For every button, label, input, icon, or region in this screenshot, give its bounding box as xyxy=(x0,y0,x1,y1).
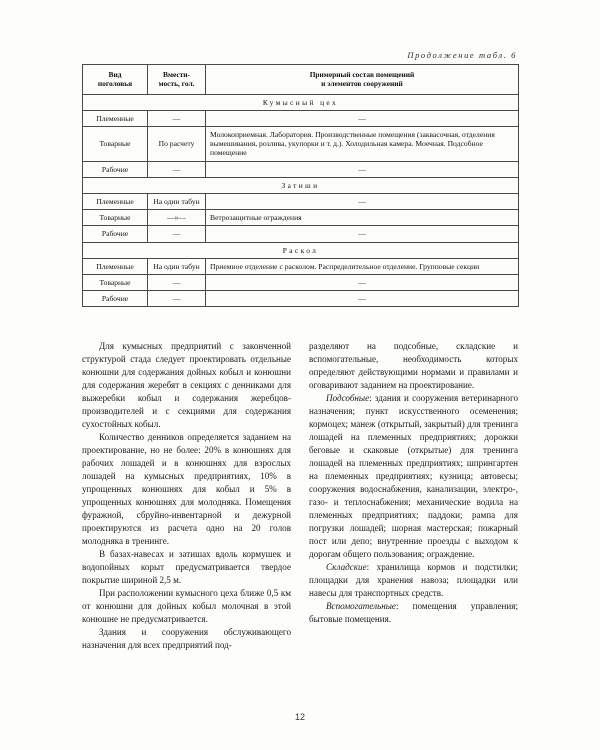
cell-composition: — xyxy=(206,193,519,209)
table-row xyxy=(83,274,519,290)
table-row xyxy=(83,291,519,307)
body-text xyxy=(82,340,518,695)
section-title: Раскол xyxy=(83,242,519,258)
cell-capacity: По расчету xyxy=(148,126,206,161)
paragraph-text: разделяют на подсобные, складские и вспомогательные, необходимость которых определяют действующими нормами и правилами и оговаривают заданием на проектирование. xyxy=(309,341,518,391)
specification-table xyxy=(82,64,519,307)
paragraph xyxy=(309,340,518,392)
paragraph: Здания и сооружения обслуживающего назначения для всех предприятий под- xyxy=(82,627,291,651)
table-container xyxy=(82,64,518,307)
paragraph: В базах-навесах и затишах вдоль кормушек и водопойных корыт предусматривается твердое покрытие шириной 2,5 м. xyxy=(82,549,291,586)
table-row xyxy=(83,258,519,274)
cell-composition: Приемное отделение с расколом. Распределительное отделение. Групповые секции xyxy=(206,258,519,274)
cell-composition: — xyxy=(206,291,519,307)
paragraph-text: : хранилища кормов и подстилки; площадки для хранения навоза; площадки или навесы для транспортных средств. xyxy=(309,562,518,599)
cell-livestock-type: Племенные xyxy=(83,258,148,274)
header-line-2: мость, гол. xyxy=(158,79,195,89)
header-line-1: Примерный состав помещений xyxy=(309,70,415,79)
running-head: Продолжение табл. 6 xyxy=(407,50,517,60)
cell-livestock-type: Рабочие xyxy=(83,226,148,242)
table-row xyxy=(83,226,519,242)
paragraph: Для кумысных предприятий с законченной структурой стада следует проектировать отдельные конюшни для содержания дойных кобыл и конюшни для содержания жеребят в секциях с денниками для выжеребки кобыл и содержания жеребцов-производителей и с секциями для содержания сухостойных кобыл. xyxy=(82,341,291,430)
table-row xyxy=(83,193,519,209)
cell-livestock-type: Товарные xyxy=(83,126,148,161)
cell-composition: Молокоприемная. Лаборатория. Производственные помещения (заквасочная, отделения вымешивания, розлива, укупорки и т. д.). Холодильная камера. Моечная. Подсобное помещение xyxy=(206,126,519,161)
paragraph-term: Подсобные xyxy=(326,393,370,404)
cell-capacity: — xyxy=(148,161,206,177)
table-row xyxy=(83,161,519,177)
cell-composition: Ветрозащитные ограждения xyxy=(206,210,519,226)
paragraph: При расположении кумысного цеха ближе 0,5 км от конюшни для дойных кобыл молочная в этой конюшне не предусматривается. xyxy=(82,588,291,625)
text-column-left xyxy=(82,340,291,652)
cell-capacity: — xyxy=(148,226,206,242)
cell-composition: — xyxy=(206,161,519,177)
header-line-1: Вид xyxy=(108,70,122,79)
column-header-composition xyxy=(206,65,519,95)
table-body xyxy=(83,94,519,307)
cell-composition: — xyxy=(206,274,519,290)
cell-capacity: —»— xyxy=(148,210,206,226)
cell-livestock-type: Племенные xyxy=(83,193,148,209)
paragraph: Количество денников определяется заданием на проектирование, но не более: 20% в конюшнях для рабочих лошадей и в конюшнях для взрослых лошадей на кумысных предприятиях, 10% в упрощенных конюшнях для кобыл и 5% в упрощенных конюшнях для молодняка. Помещения фуражной, сбруйно-инвентарной и дежурной проектируются из расчета одно на 20 голов молодняка в тренинге. xyxy=(82,432,291,547)
cell-composition: — xyxy=(206,110,519,126)
cell-capacity: — xyxy=(148,291,206,307)
header-line-1: Вмести- xyxy=(163,70,190,79)
header-line-2: поголовья xyxy=(97,79,133,89)
table-section-header-row xyxy=(83,177,519,193)
table-section-header-row xyxy=(83,242,519,258)
cell-capacity: На один табун xyxy=(148,258,206,274)
paragraph-term: Вспомогательные xyxy=(326,601,396,612)
cell-capacity: На один табун xyxy=(148,193,206,209)
cell-livestock-type: Рабочие xyxy=(83,291,148,307)
table-header-row xyxy=(83,65,519,95)
paragraph-text: : помещения управления; бытовые помещения. xyxy=(309,601,518,625)
cell-livestock-type: Рабочие xyxy=(83,161,148,177)
column-header-livestock-type xyxy=(83,65,148,95)
cell-livestock-type: Товарные xyxy=(83,210,148,226)
paragraph-text: : здания и сооружения ветеринарного назначения; пункт искусственного осеменения; кормоцех; манеж (открытый, закрытый) для тренинга лошадей на племенных предприятиях; дорожки беговые и скаковые (открытые) для тренинга лошадей на племенных предприятиях; шпрингартен на племенных предприятиях; кузница; автовесы; сооружения водоснабжения, канализации, электро-, газо- и теплоснабжения; механические водила на племенных предприятиях; паддоки; рампа для погрузки лошадей; шорная мастерская; пожарный пост или депо; внутренние проезды с выходом к дорогам общего пользования; ограждение. xyxy=(309,393,518,560)
table-row xyxy=(83,110,519,126)
header-line-2: и элементов сооружений xyxy=(321,79,403,89)
paragraph xyxy=(309,600,518,626)
cell-capacity: — xyxy=(148,274,206,290)
section-title: Затиши xyxy=(83,177,519,193)
section-title: Кумысный цех xyxy=(83,94,519,110)
table-header xyxy=(83,65,519,95)
table-row xyxy=(83,126,519,161)
cell-livestock-type: Племенные xyxy=(83,110,148,126)
paragraph-term: Складские xyxy=(326,562,367,573)
cell-livestock-type: Товарные xyxy=(83,274,148,290)
cell-composition: — xyxy=(206,226,519,242)
page-number: 12 xyxy=(294,712,305,722)
text-column-right xyxy=(309,340,518,626)
cell-capacity: — xyxy=(148,110,206,126)
paragraph xyxy=(309,561,518,600)
column-header-capacity xyxy=(148,65,206,95)
paragraph xyxy=(309,392,518,561)
table-row xyxy=(83,210,519,226)
table-section-header-row xyxy=(83,94,519,110)
